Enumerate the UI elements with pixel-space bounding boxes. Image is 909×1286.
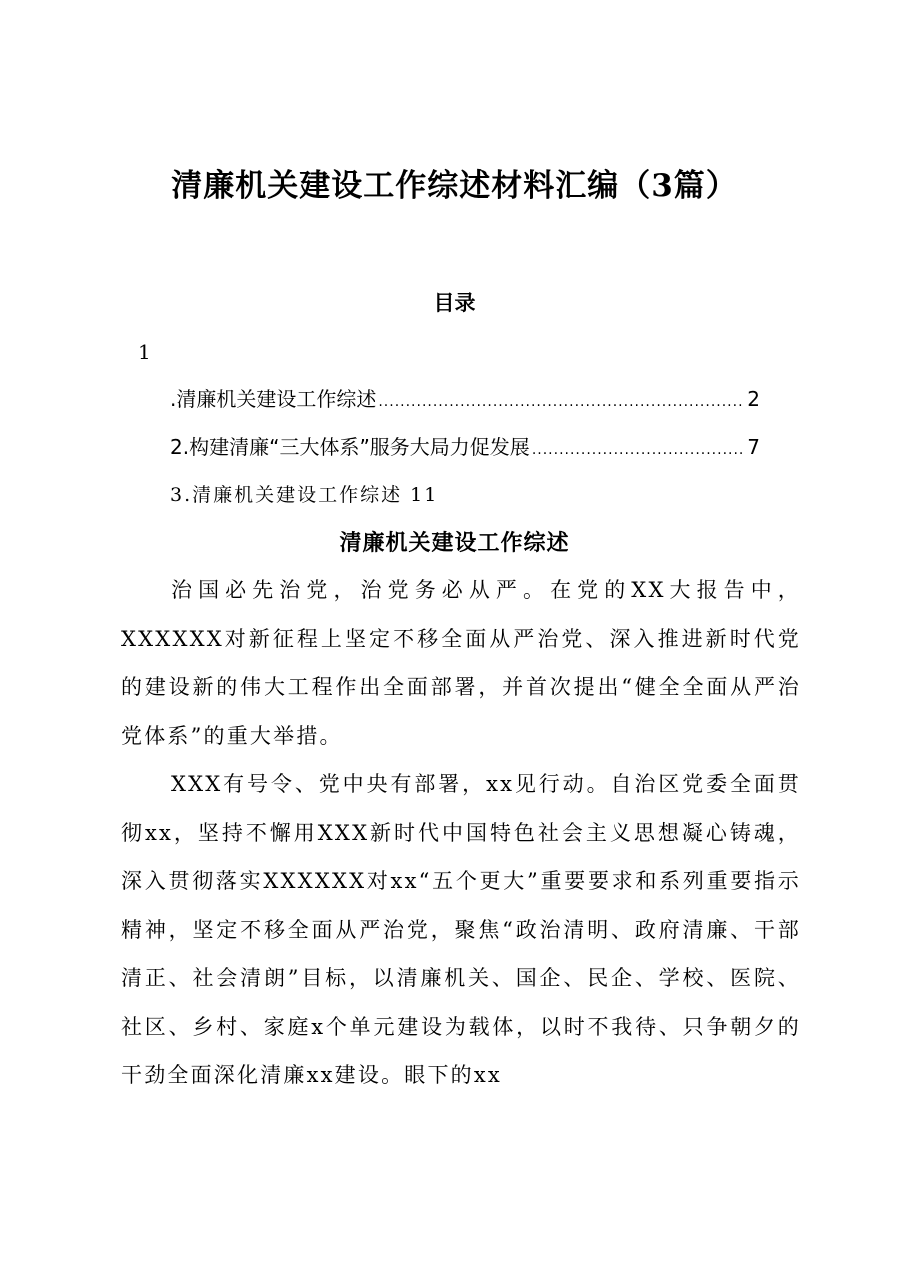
toc-entry-label: 2.构建清廉“三大体系”服务大局力促发展 bbox=[170, 435, 530, 459]
toc-entry-3[interactable]: 3.清廉机关建设工作综述 11 bbox=[170, 484, 439, 506]
toc-entry-page: 2 bbox=[747, 387, 760, 411]
body-paragraph: 治国必先治党，治党务必从严。在党的XX大报告中，XXXXXX对新征程上坚定不移全面从严治党、深入推进新时代党的建设新的伟大工程作出全面部署，并首次提出“健全全面从严治党体系”的重大举措。 bbox=[121, 578, 801, 748]
article-title: 清廉机关建设工作综述 bbox=[339, 530, 570, 556]
toc-entry-page: 7 bbox=[747, 435, 760, 459]
body-paragraph: XXX有号令、党中央有部署，xx见行动。自治区党委全面贯彻xx，坚持不懈用XXX新时代中国特色社会主义思想凝心铸魂，深入贯彻落实XXXXXX对xx“五个更大”重要要求和系列重要指示精神，坚定不移全面从严治党，聚焦“政治清明、政府清廉、干部清正、社会清朗”目标，以清廉机关、国企、民企、学校、医院、社区、乡村、家庭x个单元建设为载体，以时不我待、只争朝夕的干劲全面深化清廉xx建设。眼下的xx bbox=[121, 772, 801, 1087]
toc-heading: 目录 bbox=[433, 290, 476, 315]
toc-leader-dots bbox=[532, 442, 745, 458]
toc-entry-1[interactable] bbox=[170, 383, 760, 413]
article-body bbox=[121, 566, 801, 1100]
document-title: 清廉机关建设工作综述材料汇编（3篇） bbox=[171, 168, 738, 204]
toc-entry-2[interactable] bbox=[170, 431, 760, 461]
toc-entry-label: .清廉机关建设工作综述 bbox=[170, 387, 377, 411]
toc-leader-dots bbox=[378, 394, 745, 410]
toc-number: 1 bbox=[138, 340, 151, 364]
